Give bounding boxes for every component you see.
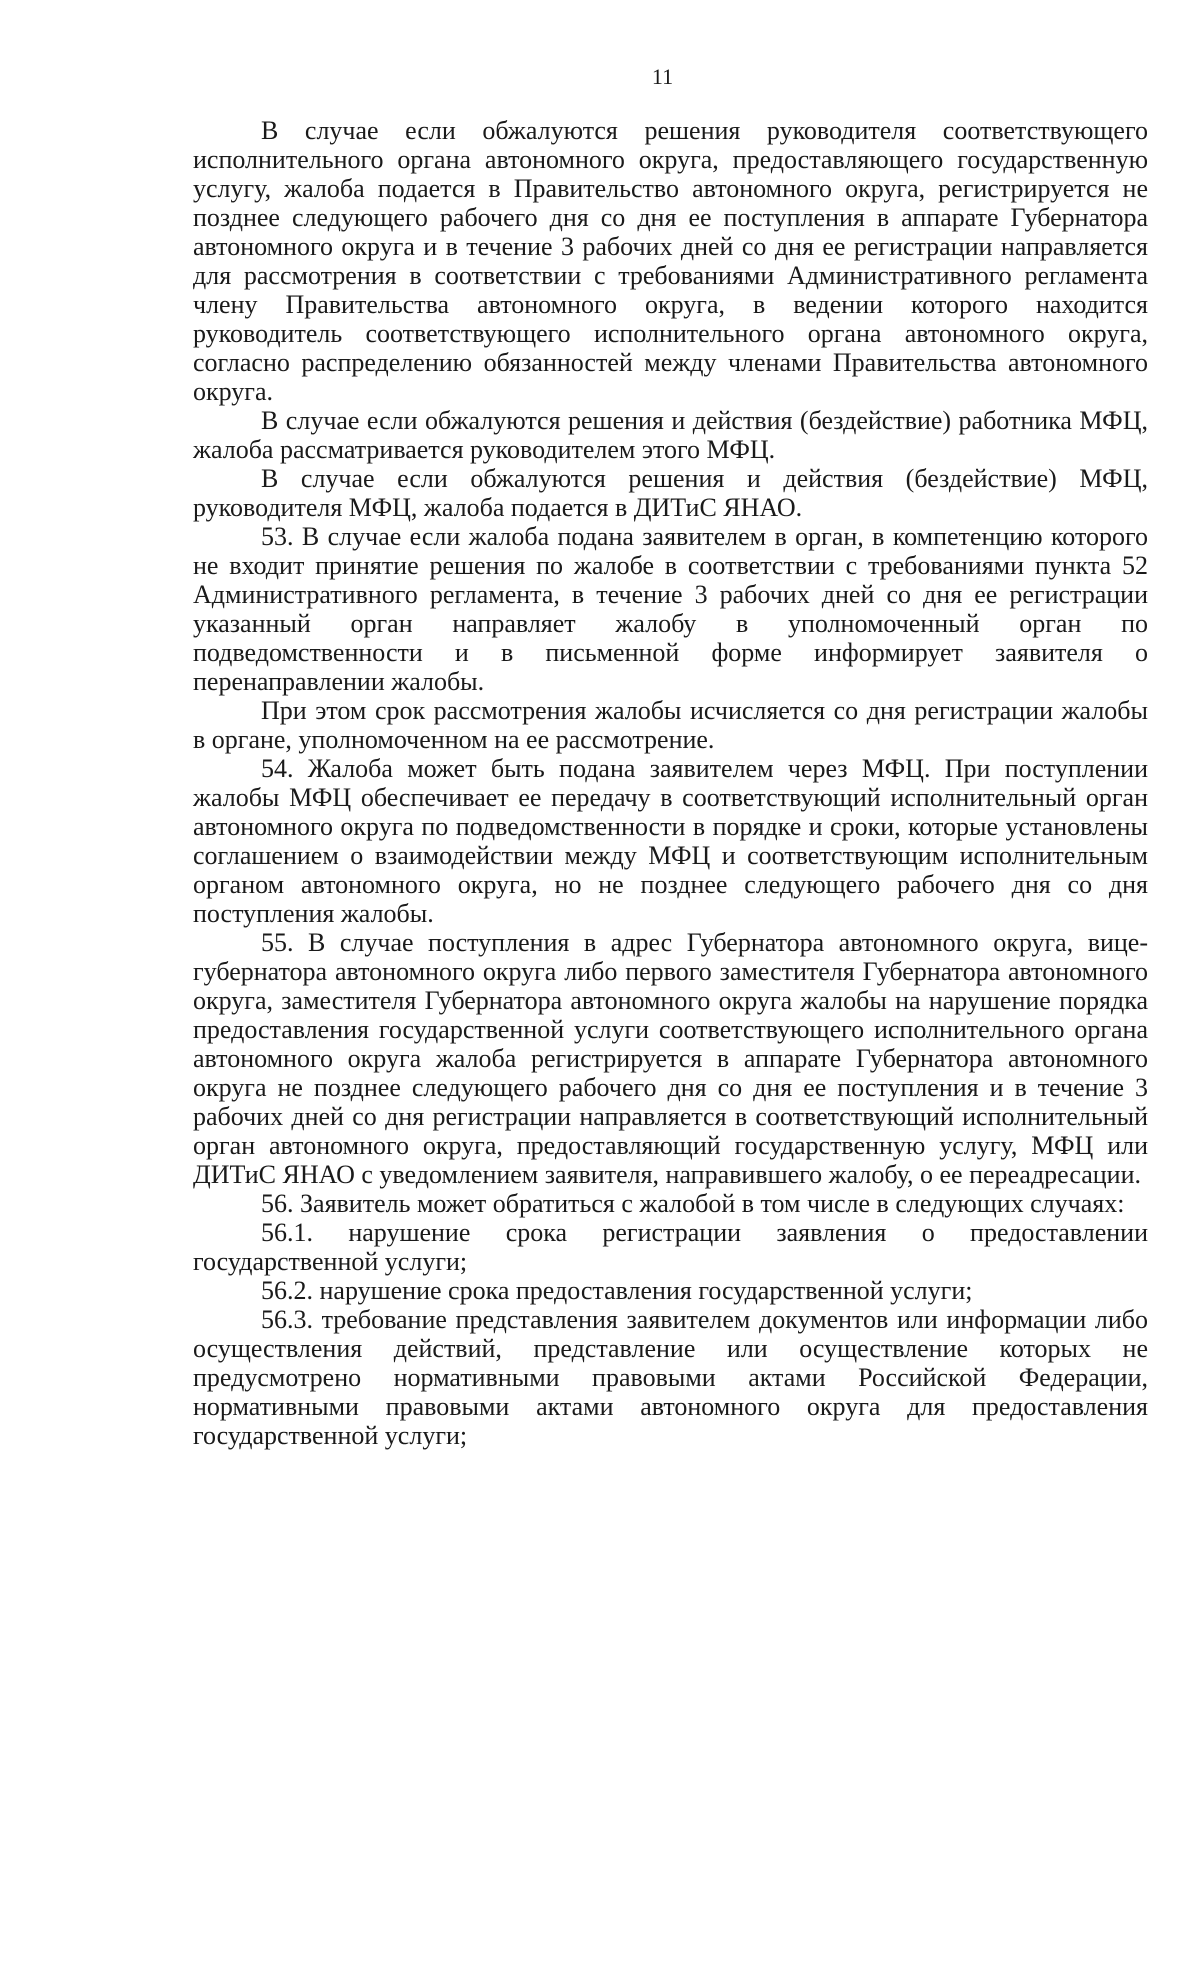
paragraph-56-2: 56.2. нарушение срока предоставления государственной услуги;	[261, 1276, 973, 1305]
page-number: 11	[651, 64, 674, 89]
paragraph-53-term: При этом срок рассмотрения жалобы исчисляется со дня регистрации жалобы в органе, уполномоченном на ее рассмотрение.	[193, 696, 1148, 754]
paragraph-54: 54. Жалоба может быть подана заявителем через МФЦ. При поступлении жалобы МФЦ обеспечивает ее передачу в соответствующий исполнительный орган автономного округа по подведомственности в порядке и сроки, которые установлены соглашением о взаимодействии между МФЦ и соответствующим исполнительным органом автономного округа, но не позднее следующего рабочего дня со дня поступления жалобы.	[193, 754, 1148, 928]
paragraph-53: 53. В случае если жалоба подана заявителем в орган, в компетенцию которого не входит принятие решения по жалобе в соответствии с требованиями пункта 52 Административного регламента, в течение 3 рабочих дней со дня ее регистрации указанный орган направляет жалобу в уполномоченный орган по подведомственности и в письменной форме информирует заявителя о перенаправлении жалобы.	[193, 522, 1148, 696]
paragraph-55: 55. В случае поступления в адрес Губернатора автономного округа, вице-губернатора автономного округа либо первого заместителя Губернатора автономного округа, заместителя Губернатора автономного округа жалобы на нарушение порядка предоставления государственной услуги соответствующего исполнительного органа автономного округа жалоба регистрируется в аппарате Губернатора автономного округа не позднее следующего рабочего дня со дня ее поступления и в течение 3 рабочих дней со дня регистрации направляется в соответствующий исполнительный орган автономного округа, предоставляющий государственную услугу, МФЦ или ДИТиС ЯНАО с уведомлением заявителя, направившего жалобу, о ее переадресации.	[193, 928, 1148, 1189]
paragraph-complaint-mfc: В случае если обжалуются решения и действия (бездействие) МФЦ, руководителя МФЦ, жалоба подается в ДИТиС ЯНАО.	[193, 464, 1148, 522]
paragraph-56-3: 56.3. требование представления заявителем документов или информации либо осуществления действий, представление или осуществление которых не предусмотрено нормативными правовыми актами Российской Федерации, нормативными правовыми актами автономного округа для предоставления государственной услуги;	[193, 1305, 1148, 1450]
paragraph-56-1: 56.1. нарушение срока регистрации заявления о предоставлении государственной услуги;	[193, 1218, 1148, 1276]
paragraph-56: 56. Заявитель может обратиться с жалобой в том числе в следующих случаях:	[261, 1189, 1125, 1218]
paragraph-complaint-executive-body: В случае если обжалуются решения руководителя соответствующего исполнительного органа автономного округа, предоставляющего государственную услугу, жалоба подается в Правительство автономного округа, регистрируется не позднее следующего рабочего дня со дня ее поступления в аппарате Губернатора автономного округа и в течение 3 рабочих дней со дня ее регистрации направляется для рассмотрения в соответствии с требованиями Административного регламента члену Правительства автономного округа, в ведении которого находится руководитель соответствующего исполнительного органа автономного округа, согласно распределению обязанностей между членами Правительства автономного округа.	[193, 116, 1148, 406]
document-body	[193, 116, 1148, 1450]
paragraph-complaint-mfc-employee: В случае если обжалуются решения и действия (бездействие) работника МФЦ, жалоба рассматривается руководителем этого МФЦ.	[193, 406, 1148, 464]
